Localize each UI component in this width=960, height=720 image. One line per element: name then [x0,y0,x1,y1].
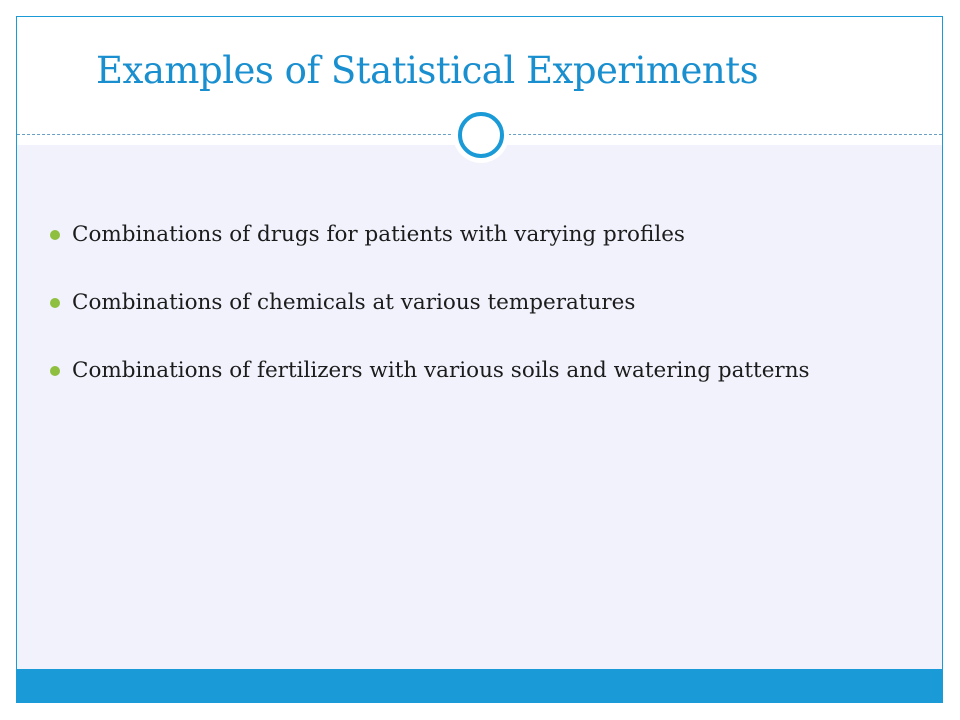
bullet-item [50,220,910,249]
bullet-dot-icon [50,366,60,376]
circle-ornament [453,107,509,163]
circle-icon [458,112,504,158]
bullet-item [50,356,910,385]
bullet-list [50,220,910,424]
bullet-item [50,288,910,317]
bullet-dot-icon [50,298,60,308]
bullet-dot-icon [50,230,60,240]
slide-frame [16,16,943,703]
footer-bar [17,669,942,702]
slide-title: Examples of Statistical Experiments [96,49,759,92]
bullet-text: Combinations of fertilizers with various soils and watering patterns [72,358,810,383]
bullet-text: Combinations of chemicals at various temperatures [72,290,636,315]
bullet-text: Combinations of drugs for patients with varying profiles [72,222,685,247]
